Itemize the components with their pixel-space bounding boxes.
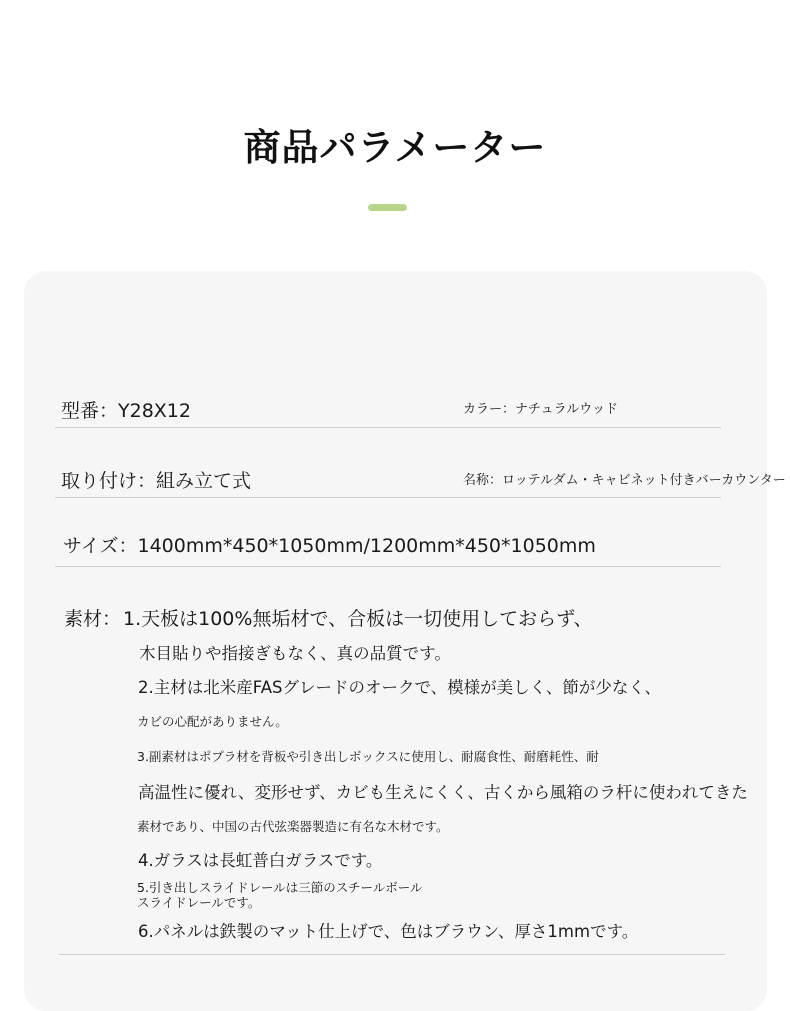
material-line: カビの心配がありません。 [137, 714, 288, 729]
row-divider [59, 954, 725, 955]
material-line: 4.ガラスは長虹普白ガラスです。 [138, 851, 383, 870]
title-accent-bar [368, 204, 407, 211]
material-line: スライドレールです。 [137, 895, 261, 910]
material-line: 1.天板は100%無垢材で、合板は一切使用しておらず、 [123, 608, 593, 630]
material-line: 6.パネルは鉄製のマット仕上げで、色はブラウン、厚さ1mmです。 [138, 922, 639, 941]
installation-type: 取り付け：組み立て式 [61, 470, 252, 492]
material-line: 素材であり、中国の古代弦楽器製造に有名な木材です。 [137, 819, 449, 834]
material-line: 2.主材は北米産FASグレードのオークで、模様が美しく、節が少なく、 [138, 678, 661, 697]
model-number: 型番：Y28X12 [61, 400, 191, 422]
page-title: 商品パラメーター [243, 126, 547, 169]
material-label: 素材： [64, 608, 122, 630]
material-line: 高温性に優れ、変形せず、カビも生えにくく、古くから風箱のラ杆に使われてきた [138, 783, 748, 802]
product-name: 名称：ロッテルダム・キャビネット付きバーカウンター [463, 473, 786, 488]
material-line: 3.副素材はポプラ材を背板や引き出しボックスに使用し、耐腐食性、耐磨耗性、耐 [137, 749, 599, 764]
row-divider [55, 566, 721, 567]
parameter-card [24, 271, 767, 1011]
material-line: 木目貼りや指接ぎもなく、真の品質です。 [139, 644, 451, 663]
row-divider [55, 427, 721, 428]
row-divider [55, 497, 721, 498]
material-line: 5.引き出しスライドレールは三節のスチールボール [137, 880, 423, 895]
size-spec: サイズ：1400mm*450*1050mm/1200mm*450*1050mm [63, 535, 596, 557]
color-value: カラー：ナチュラルウッド [463, 402, 618, 417]
